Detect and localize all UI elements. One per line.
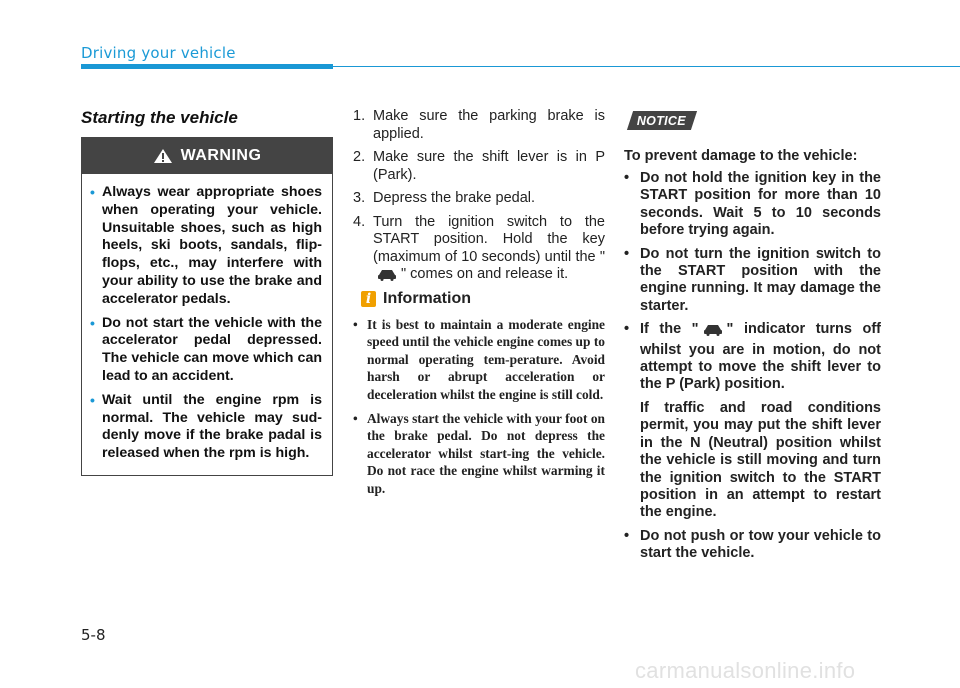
information-item: • It is best to maintain a moderate engine speed until the vehicle engine comes up to normal operating tem-perature. Avoid harsh or abrupt acceleration or deceleration whilst the engine is still cold. bbox=[353, 317, 605, 402]
warning-triangle-icon bbox=[153, 148, 173, 164]
subsection-heading: Starting the vehicle bbox=[81, 108, 238, 127]
header-rule-thick bbox=[81, 64, 333, 69]
information-item: • Always start the vehicle with your foot on the brake pedal. Do not depress the accelerator whilst start-ing the vehicle. Do not race the engine whilst warming it up. bbox=[353, 411, 605, 496]
notice-item: • Do not hold the ignition key in the START position for more than 10 seconds. Wait 5 to 10 seconds before trying again. bbox=[624, 170, 881, 239]
warning-item: • Always wear appropriate shoes when operating your vehicle. Unsuitable shoes, such as high heels, ski boots, sandals, flip-flops, etc., may interfere with your ability to use the brake and accelerator pedals. bbox=[90, 184, 322, 307]
step-item: 4. Turn the ignition switch to the START position. Hold the key (maximum of 10 seconds) until the "" comes on and release it. bbox=[353, 214, 605, 287]
warning-header bbox=[82, 138, 332, 174]
notice-badge: NOTICE bbox=[627, 111, 697, 130]
section-title: Driving your vehicle bbox=[81, 44, 236, 62]
notice-item: • Do not turn the ignition switch to the START position with the engine running. It may damage the starter. bbox=[624, 245, 881, 314]
warning-list bbox=[82, 174, 332, 463]
notice-list bbox=[624, 170, 881, 569]
watermark: carmanualsonline.info bbox=[635, 658, 856, 683]
warning-item: • Wait until the engine rpm is normal. The vehicle may sud-denly move if the brake padal is released when the rpm is high. bbox=[90, 391, 322, 462]
warning-title: WARNING bbox=[180, 147, 262, 164]
starting-steps bbox=[353, 108, 605, 293]
step-item: 3. Depress the brake pedal. bbox=[353, 190, 536, 206]
information-list bbox=[353, 316, 605, 504]
step-item: 2. Make sure the shift lever is in P (Park). bbox=[353, 149, 605, 183]
information-title: Information bbox=[383, 290, 471, 307]
information-header bbox=[361, 290, 471, 308]
notice-intro: To prevent damage to the vehicle: bbox=[624, 148, 858, 164]
page-number: 5-8 bbox=[81, 626, 106, 644]
key-indicator-icon bbox=[703, 322, 723, 341]
warning-item: • Do not start the vehicle with the accelerator pedal depressed. The vehicle can move which can lead to an accident. bbox=[90, 314, 322, 384]
step-item: 1. Make sure the parking brake is applied. bbox=[353, 108, 605, 142]
info-icon: i bbox=[361, 291, 376, 307]
key-indicator-icon bbox=[377, 267, 397, 287]
warning-box bbox=[81, 137, 333, 476]
notice-item: • Do not push or tow your vehicle to start the vehicle. bbox=[624, 527, 881, 562]
header-rule-thin bbox=[333, 66, 960, 67]
notice-item: • If the " " indicator turns off whilst you are in motion, do not attempt to move the shift lever to the P (Park) position. If traffic and road conditions permit, you may put the shift lever in the N (Neutral) position whilst the vehicle is still moving and turn the ignition switch to the START position in an attempt to restart the engine. bbox=[624, 321, 881, 521]
